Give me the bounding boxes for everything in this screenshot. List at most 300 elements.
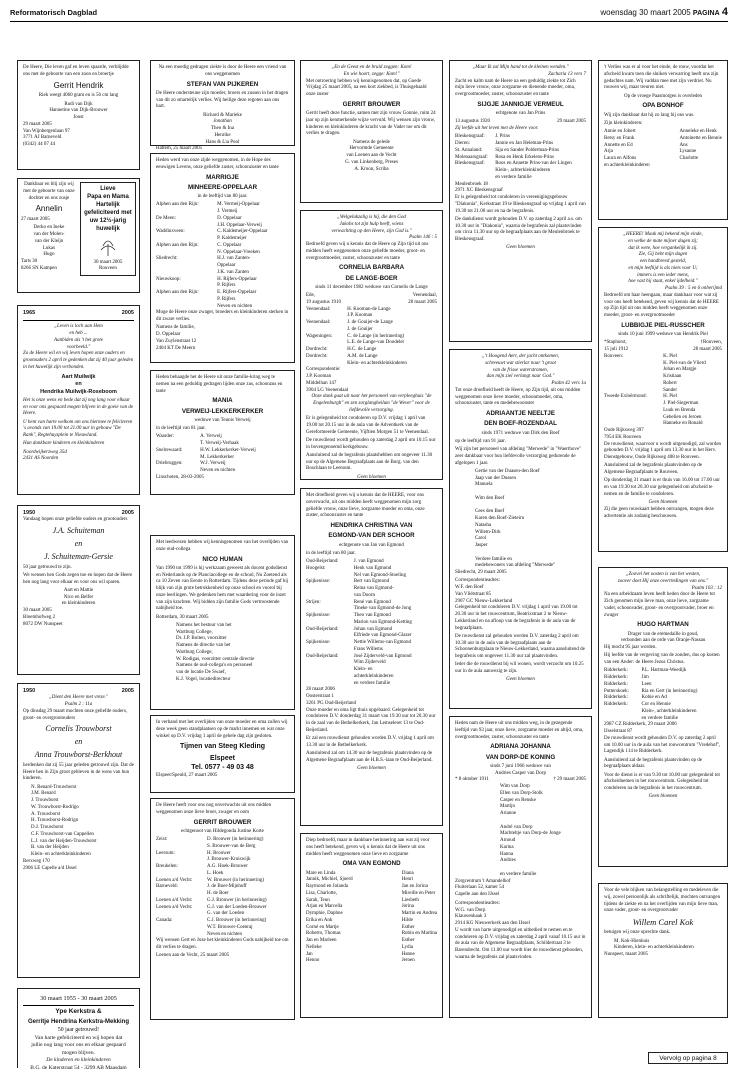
list-item: Hilde — [401, 917, 413, 923]
ad-name: Tijmen van Steeg Kleding — [179, 743, 266, 751]
list-item: Manuela — [475, 482, 493, 488]
ad-name: ADRIANA JOHANNA — [490, 743, 551, 751]
family-name: K. Piel — [663, 353, 677, 359]
family-row — [306, 660, 437, 667]
family-place — [156, 932, 207, 939]
family-name: René van Egmond — [353, 599, 391, 605]
family-place — [306, 620, 354, 627]
family-row — [156, 434, 289, 441]
family-name: Cor en Hennie — [641, 702, 671, 708]
family-name: Elfriede van Egmond-Glazer — [353, 633, 412, 639]
family-place — [306, 633, 354, 640]
list-item — [500, 865, 586, 872]
family-place: Veenendaal: — [306, 320, 331, 326]
list-item: Machteltje van Dorp-de Jonge — [500, 831, 561, 837]
family-row — [156, 216, 289, 223]
list-item: Esther — [401, 938, 415, 944]
family-place — [156, 236, 217, 243]
family-name: J.H. Oppelaar-Verweij — [217, 222, 262, 228]
family-name: J. Piel-Siegerman — [663, 401, 699, 407]
family-place — [306, 606, 354, 613]
family-name: C. de Lange (in herinnering) — [347, 333, 405, 339]
family-name: P. Kaldemeijer — [217, 236, 247, 242]
family-name: W.T. Brouwer-Coenraj — [206, 924, 253, 930]
family-row — [604, 695, 722, 702]
family-row — [156, 857, 289, 864]
family-name: Oppelaar — [217, 263, 236, 269]
family-row — [604, 668, 722, 675]
ad-address: 29 maart 2005 Van Wijnbergenlaan 97 3771 AJ Barneveld (0342) 44 07 44 — [23, 121, 70, 148]
family-place — [156, 468, 200, 475]
family-place: Snelrewaard: — [156, 447, 183, 453]
family-place — [306, 667, 354, 674]
ad-family-list — [156, 202, 289, 310]
family-name: P. Rijfers — [217, 296, 236, 302]
name-list — [306, 871, 353, 966]
family-place: Ridderkerk: — [604, 695, 628, 701]
family-place — [156, 871, 207, 878]
ad-anniversary-kerkstra: 30 maart 1955 - 30 maart 2005 Ype Kerkstra & Gerritje Hendrina Kerkstra-Mekking 50 jaar getrouwd! Van harte gefeliciteerd en wij hopen dat jullie nog lang voor ons en elkaar gespaard mogen blijven. De kinderen en kleinkinderen B.G. de Katerstraat 54 - 3299 AB Maasdam — [17, 988, 140, 1068]
ad-name: MANIA — [212, 397, 233, 405]
family-place — [604, 381, 663, 388]
list-item: Karina — [500, 844, 514, 850]
ad-nico-human: Met leedwezen hebben wij kennisgenomen van het overlijden van onze oud-collega NICO HUMAN Van 1990 tot 1999 is hij werkzaam geweest als docent godsdienst en Nederlands op de Planciacollege en de school, Nu Zoetend als ca 10 Zeven van Eerste in Rotterdam. Tijdens deze periode gaf hij blijk van zijn grote betrokkenheid op onze school en voorol bij onze leerlingen. We gedenken hem met waardering voor de inzet van zijn krachten. Wij bidden zijn familie Gods vertroostende nabijheid toe. Rotterdam, 30 maart 2005 Namens het bestuur van het Wartburg College, Dr. J.P. Boiten, voorzitter Namens de directie van het Wartburg College, W. Rodigas, voorzitter centrale directie Namens de oud-collega's en personeel van de locatie De Swaef, K.J. Vogel, locatiedirecteur — [150, 535, 295, 710]
ad-anniversary-muilwijk: 1965 2005 „Leven is loch aan Hem en heb ... Aanbiden als 't het grote voorbeeld." Zo de Heere wil en wij leven hopen onze ouders en grootouders 2 april te gedenken dat zij 40 jaar geleden in het huwelijk zijn verbonden. Aart Muilwijk en Hendrika Muilwijk-Roseboom Het is onze wens en bede dat zij nog lang voor elkaar en voor ons gespaard mogen blijven in de goeie van de Heere. U bent van harte welkom om ons hiermee te feliciteren 's avonds van 19.00 tot 21.00 uur in gebouw "De Rank", Regtehuyzplein te Nieuwland. Hun dankbare kinderen en kleinkinderen Noordwijkerzweg 35d 2431 AS Noorden — [17, 305, 140, 495]
list-item — [475, 550, 586, 557]
ad-name: Cornelis Trouwborst — [45, 724, 112, 734]
family-row — [156, 461, 289, 468]
family-row — [156, 898, 289, 905]
ad-anniversary-trouwborst: 1950 2005 „Dient den Heere met vreze." Psalm 2 : 11a Op dinsdag 29 maart mochten onze geliefde ouders, groot- en overgrootouders Cornelis Trouwborst en Anna Trouwborst-Berkhout herdenken dat zij 55 jaar geleden getrouwd zijn. Dat de Heere hen in Zijn groot gebleven in de wens van hun kinderen. N. Benard-Trouwborst J.M. Benard J. Trouwborst W. Trouwborst-Rodrigo A. Trouwborst H. Trouwborst-Rodrigo D.J. Trouwborst C.F. Trouwborst-van Cappellen L.J. van der Heijden-Trouwborst B. van der Heijden Klein- en achterkleinkinderen Berxweg 170 2906 LE Capelle a/d IJssel — [17, 683, 140, 978]
ad-name: NICO HUMAN — [202, 555, 243, 563]
ad-tijmen-van-steeg: In verband met het overlijden van onze moeder en oma zullen wij deze week geen standplaatsen op de markt innemen en wat onze winkel op D.V. vrijdag 1 april de gehele dag zijn gesloten. Tijmen van Steeg Kleding Elspeet Tel. 0577 - 49 03 48 Elspeet/Speuld, 27 maart 2005 — [150, 715, 295, 793]
family-place — [306, 660, 354, 667]
list-item: Annette en Ed — [604, 142, 633, 148]
family-place: Loenen a/d Vecht: — [156, 877, 193, 883]
family-place: Loenen a/d Vecht: — [156, 904, 193, 910]
list-item: Diana — [401, 870, 414, 876]
family-name: H. Kooman-de Lange — [347, 306, 391, 312]
family-name: Neven en nichten — [217, 303, 253, 309]
family-place: Oud-Beijerland: — [306, 559, 339, 565]
family-row — [156, 864, 289, 871]
family-place: Zeist: — [156, 837, 168, 843]
family-name: Sander — [663, 387, 677, 393]
family-row — [306, 620, 437, 627]
ad-family-list — [156, 434, 289, 475]
family-row — [156, 441, 289, 448]
newspaper-name: Reformatorisch Dagblad — [10, 8, 98, 17]
list-item: Wim van Dorp — [500, 784, 530, 790]
family-name: H. Piel — [663, 394, 677, 400]
page-header — [10, 0, 728, 22]
ad-hendrika-van-egmond: Met droefheid geven wij u kennis dat de HEERE, voor ons onverwacht, uit ons midden heeft weggenomen mijn zorg geliefde vrouw, onze lieve, zorgzame moeder en oma, onze zuster, schoonzuster en tante HENDRIKA CHRISTINA VAN EGMOND-VAN DER SCHOOR echtgenote van Jan van Egmond in de leeftijd van 80 jaar. Oud-Beijerland: J. van Egmond Hoogelst: Henk van Egmond Nel van Egmond-Stoeling Spijkenisse: Bert van Egmond Reina van Egmond- van Doorn Strijen: René van Egmond Tineke van Egmond-de Jong Spijkenisse: Theo van Egmond Marion van Egmond-Ketting Oud-Beijerland: Johan van Egmond Elfriede van Egmond-Glazer Spijkenisse: Nettie Willems-van Egmond Frans Willems Oud-Beijerland: José Zijderveld-van Egmond Wim Zijderveld Klein- en achterkleinkinderen en verdere familie 28 maart 2006 Oosterstraat 1 3261 PG Oud-Beijerland Onze moeder en oma ligt thuis opgebaard. Gelegenheid tot condoleren D.V. donderdag 31 maart van 19.30 uur tot 20.30 uur in de zaal van de Bethelkerkerk, Jan Lemseleret 13 te Oud-Beijerland. Er zal een rouwdienst gehouden worden D.V. vrijdag 1 april om 13.30 uur in de Bethelkerkerk. Aansluitend zal om 14.30 uur de begrafenis plaatsvinden op de Algemene Begraafplaats aan de H.B.S.-laan te Oud-Beijerland. Geen bloemen — [300, 488, 443, 826]
family-name: Leen — [641, 681, 652, 687]
family-name: Jim — [641, 675, 649, 681]
family-place: Loenen a/d Vecht: — [156, 897, 193, 903]
ad-name: CORNELIA BARBARA — [338, 264, 405, 272]
ad-family-list — [455, 134, 586, 181]
family-row — [455, 175, 586, 182]
family-place — [156, 925, 207, 932]
family-place: Tweede Exloërmond: — [604, 394, 647, 400]
list-item: Henno — [306, 958, 320, 964]
family-row — [604, 354, 722, 361]
family-name: J. de Gouijer-de Lange — [347, 320, 393, 326]
family-place — [306, 593, 354, 600]
family-place — [156, 857, 207, 864]
family-name: C. Kaldemeijer-Oppelaar — [217, 229, 268, 235]
family-name: J. de Gouijer — [347, 326, 373, 332]
family-row — [156, 236, 289, 243]
family-place: Bleskensgraaf: — [455, 161, 485, 167]
family-place: Oud-Beijerland: — [306, 653, 339, 659]
family-place: Nieuwkoop: — [156, 276, 181, 282]
name-list — [680, 129, 723, 163]
family-row — [604, 689, 722, 696]
ad-cornelia-de-lange: „Welgelukzalig is hij, die den God Jakobs tot zijn hulp heeft, wiens verwachting op den Heere, zijn God is." Psalm 146 : 5 Bedroefd geven wij u kennis dat de Heere op Zijn tijd uit ons midden heeft weggenomen onze geliefde moeder, groot- en overgrootmoeder, zuster, schoonzuster en tante CORNELIA BARBARA DE LANGE-BOER sinds 11 december 1982 weduwe van Cornelis de Lange Ede, Veenendaal, 19 augustus 1910 28 maart 2005 Veenendaal: H. Kooman-de Lange J.P. Kooman Veenendaal: J. de Gouijer-de Lange J. de Gouijer Wageningen: C. de Lange (in herinnering) L.E. de Lange-van Doodeler Dordrecht: H.C. de Lange Dordrecht: A.M. de Lange Klein- en achterkleinkinderen Correspondentie: J.P. Kooman Middelhan 147 3904 LG Veenendaal Onze dank gaat uit naar het personeel van verpleeghuis "de Engelenburgh" en zen zorglangheilum "de Wever" voor de liefdevolle verzorging. Er is gelegenheid tot condoleren op D.V. vrijdag 1 april van 19.00 tot 20.15 uur in de aula van de Adventkerk van de Gereformeerde Gemeente, Vijftien Morgen 51 te Veenendaal. De rouwdienst wordt gehouden op zaterdag 2 april om 10.15 uur in bovengenoemd kerkgebouw. Aansluitend zal de begrafenis plaatshebben om ongeveer 11.30 uur op de Algemene Begraafplaats aan de Burg. van den Boschlaan te Leersum. Geen bloemen — [300, 210, 443, 480]
family-place: Molenaarsgraaf: — [455, 154, 488, 160]
list-item: Charlotte — [679, 156, 699, 162]
list-item: Hanna — [500, 851, 514, 857]
family-name: Johan en Margje — [663, 367, 697, 373]
family-row — [306, 647, 437, 654]
family-name: G.J. Brouwer (in herinnering) — [206, 897, 267, 903]
family-row — [306, 674, 437, 681]
family-place: Sliedrecht: — [156, 256, 178, 262]
family-place — [604, 374, 663, 381]
list-item — [475, 489, 586, 496]
ad-oma-van-egmond: Diep bedroefd, maar in dankbare herinnering aan wat zij voor ons heeft betekend, geven wij u kennis dat de Heere uit ons midden heeft weggenomen onze lieve en zorgzame OMA VAN EGMOND Mare en Linda Jannik, Michiel, Sjoerd Raymond en Jolanda Lisa, Charlotte, Sarah, Teun Arjan en Marcella Dymphie, Daphne Erika en Ank Corné en Martje Roberto, Thomas Jan en Marleen Nelleke Jan Henno Diana Henri Jan en Jorina Mireille en Peter Liesbeth Jorina Martin en Andrea Hilde Esther Robin en Martina Esther Lydia Hanne Jeroen — [300, 833, 443, 1018]
family-name: H.W. Lekkerkerker-Verweij — [200, 447, 256, 453]
family-name: D. Brouwer (in herinnering) — [206, 837, 264, 843]
family-row — [306, 586, 437, 593]
family-row — [455, 168, 586, 175]
family-name: C. Oppelaar — [217, 242, 242, 248]
family-row — [604, 702, 722, 709]
family-row — [306, 579, 437, 586]
family-place — [604, 388, 663, 395]
continued-on-page-link[interactable]: Vervolg op pagina 8 — [648, 1052, 728, 1064]
list-item: Corné en Martje — [306, 924, 339, 930]
family-row — [306, 566, 437, 573]
family-row — [306, 334, 437, 341]
family-name: T. Verweij-Verhaak — [200, 441, 239, 447]
family-name: Marion van Egmond-Ketting — [353, 619, 412, 625]
list-item: Mare en Linda — [306, 870, 336, 876]
family-row — [156, 448, 289, 455]
family-place — [604, 367, 663, 374]
ad-stefan-van-pijkeren: Na een moedig gedragen ziekte is door de Heere een vriend van ons weggenomen STEFAN VAN PIJKEREN De Heere ondersteune zijn moeder, broers en zussen in het dragen van dit zo smartelijk verlies. Wij heilige deze regoten aan ons hart. Richard & Marieke Jonathan Theo & Ina Henrike Hans & Lia Pool Hattem, 25 maart 2005 — [150, 60, 295, 146]
family-row — [156, 209, 289, 216]
ad-gerrit-brouwer-family: De Heere heeft voor ons nog onverwachts uit ons midden weggenomen onze lieve broer, zwager en oom GERRIT BROUWER echtgenoot van Hildegonda Justine Korte Zeist: D. Brouwer (in herinnering) S. Brouwer-van de Berg Leersum: H. Brouwer J. Brouwer-Kruiswijk Breukelen: A.G. Hoek-Brouwer L. Hoek Loenen a/d Vecht: W. Brouwer (in herinnering) Barneveld: J. de Boer-Mijnhoff H. de Boer Loenen a/d Vecht: G.J. Brouwer (in herinnering) Loenen a/d Vecht: G.J. van der Loeden-Brouwer G. van der Loeden Canada: C.J. Brouwer (in herinnering) W.T. Brouwer-Coenraj Neven en nichten Wij wensen Gert en Joze het kleinkinderen Gods nabijheid toe om dit verlies te dragen. Loenen aan de Vecht, 25 maart 2005 — [150, 798, 295, 1020]
family-name: en verdere familie — [353, 680, 391, 686]
list-item: Roberto, Thomas — [306, 931, 341, 937]
family-place — [156, 441, 200, 448]
list-item: Liesbeth — [401, 897, 419, 903]
family-row — [156, 223, 289, 230]
family-name: José Zijderveld-van Egmond — [353, 653, 412, 659]
family-place — [156, 891, 207, 898]
family-place — [306, 674, 354, 681]
ad-family-list — [604, 668, 722, 722]
list-item: Laura en Alfons — [604, 156, 637, 162]
family-place — [156, 304, 217, 311]
family-row — [156, 884, 289, 891]
family-row — [306, 633, 437, 640]
family-row — [306, 681, 437, 688]
family-row — [604, 367, 722, 374]
ad-opa-bonhof: 't Verlies was er al voor het einde, de rouw, voordat het afscheid kwam toen die sluiken verwarring heeft ons zijn gedachtes nam. Wij vaddan mee met zijn verdriet. Nu rouwen wij, maar treuren niet. Op de vroege Paasmorgen is overleden OPA BONHOF Wij zijn dankbaar dat hij zo lang bij ons was. Zijn kleinkinderen: Annie en Jobert Betsy en Frank Annette en Ed Arja Laura en Alfons Anneleke en Henk Antoinette en Bennie Ans Lysanne Charlotte en achterkleinkinderen — [598, 60, 728, 220]
family-row — [455, 148, 586, 155]
family-place: Bleskensgraaf: — [455, 134, 485, 140]
family-name: Reina van Egmond- — [353, 586, 394, 592]
list-item: Arjan en Marcella — [306, 904, 343, 910]
ad-people: Rudi van Dijk Hannetine van Dijk-Brouwer Joost — [49, 101, 108, 121]
ad-name: GERRIT BROUWER — [342, 100, 401, 108]
family-name: Wim Zijderveld — [353, 660, 386, 666]
family-place — [306, 361, 347, 368]
family-place — [156, 297, 217, 304]
ad-name: Annelin — [35, 204, 63, 214]
family-row — [306, 613, 437, 620]
family-name: W. Brouwer (in herinnering) — [206, 877, 265, 883]
family-name: A. Verweij — [200, 434, 222, 440]
family-row — [455, 155, 586, 162]
family-name: Nel van Egmond-Stoeling — [353, 572, 407, 578]
family-place — [455, 175, 495, 182]
family-name: J. de Boer-Mijnhoff — [206, 884, 247, 890]
list-item: Jeroen — [401, 958, 415, 964]
family-place: Putterskoek: — [604, 688, 629, 694]
family-place — [306, 327, 347, 334]
ad-adriana-van-dorp: Heden nam de Heere uit ons midden weg, in de gezegende leeftijd van 93 jaar, onze lieve, zorgzame moeder en altijd, oma, overgrootmoeder, zuster, schoonzuster en tante ADRIANA JOHANNA VAN DORP-DE KONING sinds 7 juni 1966 weduwe van Andries Casper van Dorp * 8 oktober 1911 † 29 maart 2005 Wim van Dorp Ellen van Dorp-Stolk Casper en Renske Martijn Arianne André van Dorp Machteltje van Dorp-de Jonge Arnoud Karina Hanna Andries en verdere familie Zorgcentrum 't Amandelhof Fluiterlaan 52, kamer 54 Capelle aan den IJssel Correspondentieadres: W.G. van Dorp Klauwenhaak 3 2914 KG Nieuwerkerk aan den IJssel U wordt van harte uitgenodigd en uitbedied te nemen en te condoleren op D.V. vrijdag en zaterdag 2 april vanaf 10.15 uur in de aula van de Algemene Begraafplaats, Schildertraat 3 te Barendrecht. Om 11.00 uur wordt hier de rouwdienst gehouden, waarna de begrafenis zal plaatsvinden. — [449, 716, 592, 1018]
family-name: Kristiaan — [663, 374, 682, 380]
ad-name: OMA VAN EGMOND — [342, 860, 401, 868]
family-place — [604, 421, 663, 428]
family-name: Hanneke en Ronald — [663, 421, 703, 427]
ad-hugo-hartman: „Zoovel het oosten is van het westen, zoover doet Hij onze overtredingen van ons." Psalm 103 : 12 Na een arbeidzaam leven heeft heden door de Heere tot Zich genomen mijn lieve man, onze lieve, zorgzame vader, schoonvader, groot- en overgrootvader, broer en zwager HUGO HARTMAN Drager van de eremedaille in goud, verbonden aan de orde van Oranje-Nassau Hij mocht 95 jaar worden. Hij leefde van de vergeving van de zonden, dus op kosten van een Ander: de Heere Jezus Christus. Ridderkerk: P.L. Hartman-Weedijk Ridderkerk: Jim Ridderkerk: Leen Putterskoek: Ria en Gert (in herinnering) Ridderkerk: Kobie en Ad Ridderkerk: Cor en Hennie Klein-, achterkleinkinderen en verdere familie 2987 CZ Ridderkerk, 29 maart 2006 IJsselstraat 87 De rouwdienst wordt gehouden D.V. op zaterdag 2 april om 10.00 uur in de aula van het rouwcentrum "Vredehof", Lagendijk 114 te Ridderkerk. Aansluitend zal de begrafenis plaatsvinden op de begraafplaats aldaar. Voor de dienst is er van 9.30 tot 10.00 uur gelegenheid tot afscheidnemen in het rouwcentrum. Gelegenheid tot condoleren na de begrafenis in het rouwcentrum. Geen bloemen — [598, 567, 728, 867]
name-list — [604, 129, 636, 163]
family-place: Driebruggen: — [156, 461, 183, 467]
family-row — [604, 381, 722, 388]
list-item: Lydia — [401, 944, 414, 950]
ad-gerrit-brouwer-church: „En de Geest en de bruid zeggen: Kom! En wie hoort, zegge: Kom!" Met ontroering hebben wij kennisgenomen dat, op Goede Vrijdag 25 maart 2005, na een kort ziekbed, is Thuisgehaald onze zuster GERRIT BROUWER Gerrit heeft deze functie, samen met zijn vrouw Gonnie, ruim 24 jaar op zijn kenmerkende wijze vervuld. Wij wensen zijn vrouw, kinderen en kleinkinderen de kracht van de Vader toe om dit verlies te dragen. Namens de gelede Hervormde Gemeente van Loenen aan de Vecht G. van Linkenberg, Preses A. Kroon, Scriba — [300, 60, 443, 203]
list-item: Jannik, Michiel, Sjoerd — [306, 877, 353, 883]
family-row — [306, 667, 437, 674]
family-row — [156, 925, 289, 932]
family-row — [156, 263, 289, 270]
family-row — [156, 851, 289, 858]
family-place: Spijkenisse: — [306, 640, 331, 646]
family-place — [156, 283, 217, 290]
family-name: A.M. de Lange — [347, 353, 378, 359]
family-name: E. Rijfers-Oppelaar — [217, 290, 257, 296]
list-item: medebewoners van afdeling "Merwede" — [475, 563, 556, 569]
family-name: Klein- en — [353, 667, 373, 673]
family-place — [156, 250, 217, 257]
family-name: P. Rijfers — [217, 283, 236, 289]
family-row — [306, 627, 437, 634]
list-item: Esther — [401, 924, 415, 930]
list-item: Jan en Jorina — [401, 884, 428, 890]
ad-family-list — [306, 559, 437, 687]
family-name: van Doorn — [353, 592, 376, 598]
list-item: Natasha — [475, 522, 492, 528]
family-name: Johan van Egmond — [353, 626, 393, 632]
family-place — [604, 401, 663, 408]
ad-verse: „Leven is loch aan Hem en heb ... Aanbiden als 't het grote voorbeeld." — [54, 324, 103, 350]
list-item: Annie en Jobert — [604, 129, 636, 135]
family-place: Spijkenisse: — [306, 579, 331, 585]
family-row — [306, 593, 437, 600]
family-place — [306, 681, 354, 688]
ad-text: De Heere, Die leven gaf en leven spaarde, verblijdde ons met de geboorte van een zoon en broertje — [23, 65, 129, 77]
list-item: Anneleke en Henk — [679, 129, 717, 135]
family-name: G. van der Loeden — [206, 911, 245, 917]
ad-mania-verweij: Heden behaagde het de Heere uit onze familie-kring weg te nemen na een geduldig gedragen lijden onze zus, schoonzus en tante MANIA VERWEIJ-LEKKERKERKER weduwe van Teunis Verweij in de leeftijd van 81 jaar. Waarder: A. Verweij T. Verweij-Verhaak Snelrewaard: H.W. Lekkerkerker-Verweij M. Lekkerkerker Driebruggen: W.J. Verweij Neven en nichten Linschoten, 28-03-2005 — [150, 370, 295, 495]
list-item: Arianne — [500, 811, 517, 817]
family-place — [156, 263, 217, 270]
ad-sijgje-vermeul: „Maar Ik zal Mijn hand tot de kleinen wenden." Zacharia 13 vers 7 Zacht en kalm nam de Heere na een geduldig ziekte tot Zich mijn lieve vrouw, onze zorgzame en dienende moeder, oma, overgrootmoeder, zuster, schoonzuster en tante SIJGJE JANNIGJE VERMEUL echtgenote van Jan Prins 13 augustus 1920 29 maart 2005 Zij leefde uit het leven met de Heere voor. Bleskensgraaf: J. Prins Dieren: Jannie en Jan Heleman-Prins St. Annaland: Sija en Sander Polderman-Prins Molenaarsgraaf: Rosa en Henk Erkelens-Prins Bleskensgraaf: Roos en Annette Prins-van der Lingen Klein-, achterkleinkinderen en verdere familie Meulenbroek 18 2971 XC Bleskensgraaf Er is gelegenheid tot condoleren in vereenigingsgebouw "Diakonia", Kerkstraat 19 te Bleskensgraaf op vrijdag 1 april van 19.30 tot 21.00 uur en na de begrafenis. De dankdienst wordt gehouden D.V. op zaterdag 2 april a.s. om 10.30 uur in "Diakonia", waarna de begrafenis zal plaatsvinden om circa 11.30 uur op de begraafplaats aan de Meulenbroek te Bleskensgraaf. Geen bloemen — [449, 60, 592, 342]
list-item: Ans — [679, 142, 688, 148]
family-place — [306, 340, 347, 347]
family-row — [455, 161, 586, 168]
family-place: Rouveen: — [604, 353, 624, 359]
family-row — [156, 250, 289, 257]
ad-name: OPA BONHOF — [642, 102, 684, 110]
ad-marrigje-minheere: Heden werd van onze zijde weggenomen, in de Hope des eeuwigen Levens, onze geliefde zuster, schoonzuster en tante MARRIGJE MINHEERE-OPPELAAR in de leeftijd van 80 jaar. Alphen aan den Rijn: M. Vermeij-Oppelaar J. Vermeij De Meen: D. Oppelaar J.H. Oppelaar-Verweij Waddinxveen: C. Kaldemeijer-Oppelaar P. Kaldemeijer Alphen aan den Rijn: C. Oppelaar N. Oppelaar-Vreeken Sliedrecht: H.J. van Zanten- Oppelaar J.K. van Zanten Nieuwkoop: H. Rijfers-Oppelaar P. Rijfers Alphen aan den Rijn: E. Rijfers-Oppelaar P. Rijfers Neven en nichten Moge de Heere onze zwager, broeders en kleinkinderen sterken in dit zware verlies. Namens de familie, D. Oppelaar Van Zuylenstraat 12 2404 KT De Meern — [150, 153, 295, 363]
family-name: Jannie en Jan Heleman-Prins — [495, 141, 554, 147]
family-place: Barneveld: — [156, 884, 178, 890]
list-item: André van Dorp — [500, 824, 533, 830]
list-item: Antoinette en Bennie — [679, 135, 722, 141]
family-place: De Meen: — [156, 215, 176, 221]
family-name: A.G. Hoek-Brouwer — [206, 864, 248, 870]
family-row — [306, 606, 437, 613]
family-place: Alphen aan den Rijn: — [156, 202, 199, 208]
flower-icon — [93, 236, 123, 258]
family-name: W.J. Verweij — [200, 461, 226, 467]
family-name: Nettie Willems-van Egmond — [353, 640, 411, 646]
family-place — [156, 455, 200, 462]
list-item: Jorina — [401, 904, 414, 910]
family-row — [306, 573, 437, 580]
family-place: Strijen: — [306, 599, 321, 605]
family-row — [156, 871, 289, 878]
list-item: Mireille en Peter — [401, 890, 436, 896]
family-place — [604, 415, 663, 422]
ad-family-list — [604, 354, 722, 428]
list-item: Andries — [500, 858, 516, 864]
family-place: Waarder: — [156, 434, 175, 440]
list-item — [500, 818, 586, 825]
family-name: J. Prins — [495, 134, 510, 140]
list-item: Martijn — [500, 804, 515, 810]
ad-family-list — [156, 837, 289, 938]
ad-name: Ype Kerkstra & — [55, 1008, 102, 1016]
family-place: Ridderkerk: — [604, 702, 628, 708]
family-name: Henk van Egmond — [353, 565, 392, 571]
family-place — [156, 270, 217, 277]
family-row — [156, 270, 289, 277]
family-name: Luuk en Brenda — [663, 407, 696, 413]
list-item: Arnoud — [500, 838, 516, 844]
family-row — [306, 340, 437, 347]
family-place: Veenendaal: — [306, 306, 331, 312]
family-name: C.J. Brouwer (in herinnering) — [206, 918, 267, 924]
list-item: Verdere familie en — [475, 556, 512, 562]
family-row — [156, 283, 289, 290]
list-item: Jan — [306, 951, 313, 957]
ad-subtitle: Riek weegt 4060 gram en is 56 cm lang — [38, 93, 119, 99]
family-row — [604, 394, 722, 401]
family-row — [604, 709, 722, 716]
family-place — [604, 408, 663, 415]
family-name: H. de Boer — [206, 891, 229, 897]
family-row — [156, 905, 289, 912]
family-place: Spijkenisse: — [306, 613, 331, 619]
family-place: Alphen aan den Rijn: — [156, 242, 199, 248]
family-name: K. Piel-van de Vlierd — [663, 360, 706, 366]
list-item: Karen den Boef-Zieteiru — [475, 516, 525, 522]
ad-anniversary-schuiteman: 1950 2005 Vandaag hopen onze geliefde ouders en grootouders J.A. Schuiteman en J. Schuiteman-Gersie 50 jaar getrouwd te zijn. We wensen hen Gods zegen toe en hopen dat de Heere hen nog lang voor elkaar en voor ons wil sparen. Aart en Mattie Nico en Belfer en kleinkinderen 30 maart 2005 Bloemhofweg 2 8072 DW Nunspeet — [17, 505, 140, 675]
list-item: Cees den Boef — [475, 509, 505, 515]
family-name: J. Brouwer-Kruiswijk — [206, 857, 251, 863]
name-list — [455, 784, 586, 879]
family-place: Breukelen: — [156, 864, 178, 870]
family-row — [156, 229, 289, 236]
family-row — [306, 600, 437, 607]
family-place — [604, 361, 663, 368]
family-name: en verdere familie — [641, 715, 678, 721]
family-name: Robert — [663, 380, 677, 386]
family-place: Dordrecht: — [306, 347, 328, 353]
family-place — [604, 716, 642, 723]
ad-papa-mama: Lieve Papa en Mama Hartelijk gefeliciteerd met uw 12½-jarig huwelijk 30 maart 2005 Rouveen — [80, 182, 136, 276]
family-place: Oud-Beijerland: — [306, 626, 339, 632]
family-row — [156, 304, 289, 311]
family-row — [306, 307, 437, 314]
list-item: Arja — [604, 149, 613, 155]
family-row — [156, 837, 289, 844]
list-item: Casper en Renske — [500, 797, 536, 803]
family-row — [604, 415, 722, 422]
family-name: N. Oppelaar-Vreeken — [217, 249, 260, 255]
family-name: H.J. van Zanten- — [217, 256, 251, 262]
family-name: S. Brouwer-van de Berg — [206, 843, 256, 849]
family-name: Tineke van Egmond-de Jong — [353, 606, 412, 612]
family-place — [306, 313, 347, 320]
family-row — [156, 455, 289, 462]
list-item: Erika en Ank — [306, 917, 333, 923]
family-place: Ridderkerk: — [604, 681, 628, 687]
family-row — [156, 918, 289, 925]
family-place: Waddinxveen: — [156, 229, 185, 235]
ad-name: J.A. Schuiteman — [52, 526, 105, 536]
family-place — [156, 223, 217, 230]
list-item: Henri — [401, 877, 414, 883]
ad-name: ADRIAANTJE NEELTJE — [486, 410, 555, 417]
list-item: Robin en Martina — [401, 931, 437, 937]
family-row — [306, 559, 437, 566]
family-row — [604, 361, 722, 368]
family-name: H. Rijfers-Oppelaar — [217, 276, 257, 282]
family-name: Ria en Gert (in herinnering) — [641, 688, 698, 694]
family-name: Klein-, achterkleinkinderen — [641, 708, 697, 714]
family-name: H. Brouwer — [206, 850, 231, 856]
list-item: Willem-Dirk — [475, 529, 501, 535]
